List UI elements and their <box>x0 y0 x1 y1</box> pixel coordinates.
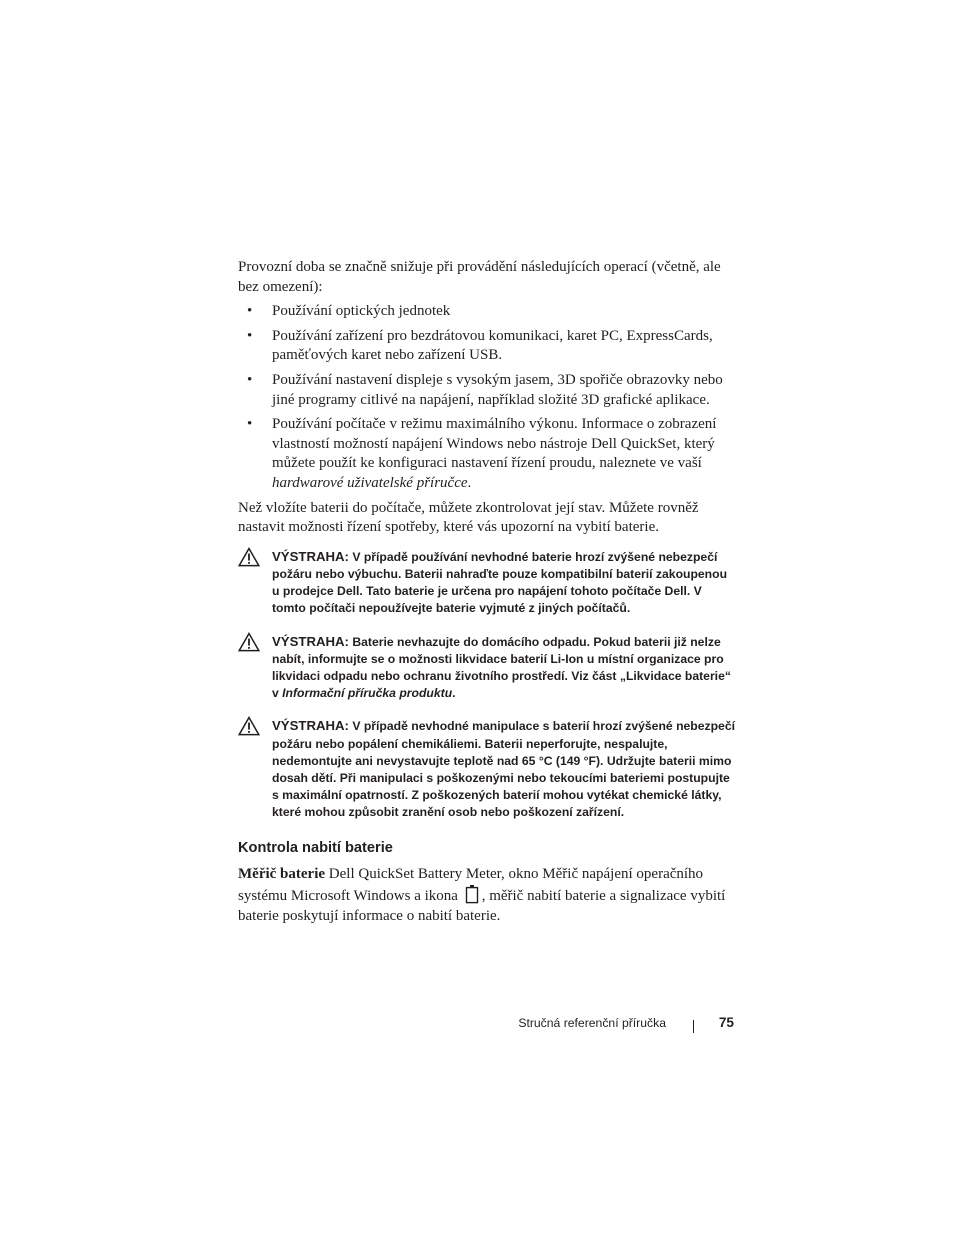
warning-text: V případě používání nevhodné baterie hrozí zvýšené nebezpečí požáru nebo výbuchu. Baterii nahraďte pouze kompatibilní baterií zakoupenou u prodejce Dell. Tato baterie je určena pro napájení tohoto počítače Dell. V tomto počítači nepoužívejte baterie vyjmuté z jiných počítačů. <box>272 549 728 616</box>
manual-reference: hardwarové uživatelské příručce <box>272 474 468 491</box>
warning-note <box>238 633 736 703</box>
warning-text: V případě nevhodné manipulace s baterií hrozí zvýšené nebezpečí požáru nebo popálení chemikáliemi. Baterii neperforujte, nespalujte, nedemontujte ani nevystavujte teplotě nad 65 °C (149 °F). Udržujte baterii mimo dosah dětí. Při manipulaci s poškozenými nebo tekoucími bateriemi postupujte s maximální opatrností. Z poškozených baterií mohou vytékat chemické látky, které mohou způsobit zranění osob nebo poškození zařízení. <box>272 719 735 820</box>
warning-note <box>238 717 736 821</box>
page-number: 75 <box>718 1015 734 1030</box>
warning-label: VÝSTRAHA: <box>272 718 349 734</box>
intro-paragraph: Provozní doba se značně snižuje při provádění následujících operací (včetně, ale bez omezení): <box>238 259 721 295</box>
list-item-text: Používání nastavení displeje s vysokým jasem, 3D spořiče obrazovky nebo jiné programy citlivé na napájení, například složité 3D grafické aplikace. <box>272 371 723 408</box>
warning-triangle-icon <box>238 716 260 736</box>
warning-label: VÝSTRAHA: <box>272 633 349 649</box>
footer-title: Stručná referenční příručka <box>518 1016 666 1030</box>
paragraph-text: , měřič nabití baterie a signalizace vybití baterie poskytují informace o nabití baterie. <box>238 888 726 924</box>
warning-end: . <box>452 686 456 701</box>
battery-icon <box>465 884 479 904</box>
warning-note <box>238 548 736 618</box>
list-item <box>238 415 736 493</box>
bullet-glyph: • <box>247 303 253 320</box>
section-heading: Kontrola nabití baterie <box>238 839 393 856</box>
bullet-glyph: • <box>247 416 253 433</box>
bullet-glyph: • <box>247 327 253 344</box>
list-item-end: . <box>467 474 472 491</box>
warning-triangle-icon <box>238 547 260 567</box>
page-footer <box>238 1015 736 1035</box>
bullet-glyph: • <box>247 371 253 388</box>
product-guide-reference: Informační příručka produktu <box>282 686 453 701</box>
battery-meter-lead: Měřič baterie <box>238 865 326 882</box>
list-item <box>238 371 736 410</box>
list-item-text: Používání zařízení pro bezdrátovou komunikaci, karet PC, ExpressCards, paměťových karet nebo zařízení USB. <box>272 327 713 364</box>
page-content <box>238 258 736 926</box>
warning-text: Baterie nevhazujte do domácího odpadu. Pokud baterii již nelze nabít, informujte se o možnosti likvidace baterií Li-Ion u místní organizace pro likvidaci odpadu nebo ochranu životního prostředí. Viz část „Likvidace baterie“ v <box>272 634 731 701</box>
warning-triangle-icon <box>238 632 260 652</box>
list-item <box>238 327 736 366</box>
list-item-text: Používání optických jednotek <box>272 303 451 320</box>
footer-divider <box>693 1020 694 1033</box>
battery-check-paragraph: Než vložíte baterii do počítače, můžete zkontrolovat její stav. Můžete rovněž nastavit možnosti řízení spotřeby, které vás upozorní na vybití baterie. <box>238 499 699 536</box>
battery-meter-paragraph <box>238 865 736 927</box>
operations-list <box>238 302 736 493</box>
list-item <box>238 302 736 322</box>
list-item-text: Používání počítače v režimu maximálního výkonu. Informace o zobrazení vlastností možností napájení Windows nebo nástroje Dell QuickSet, který můžete použít ke konfiguraci nastavení řízení proudu, naleznete ve vaší <box>272 416 717 472</box>
warning-label: VÝSTRAHA: <box>272 548 349 564</box>
paragraph-text: Dell QuickSet Battery Meter, okno Měřič napájení operačního systému Microsoft Windows a ikona <box>238 865 704 905</box>
